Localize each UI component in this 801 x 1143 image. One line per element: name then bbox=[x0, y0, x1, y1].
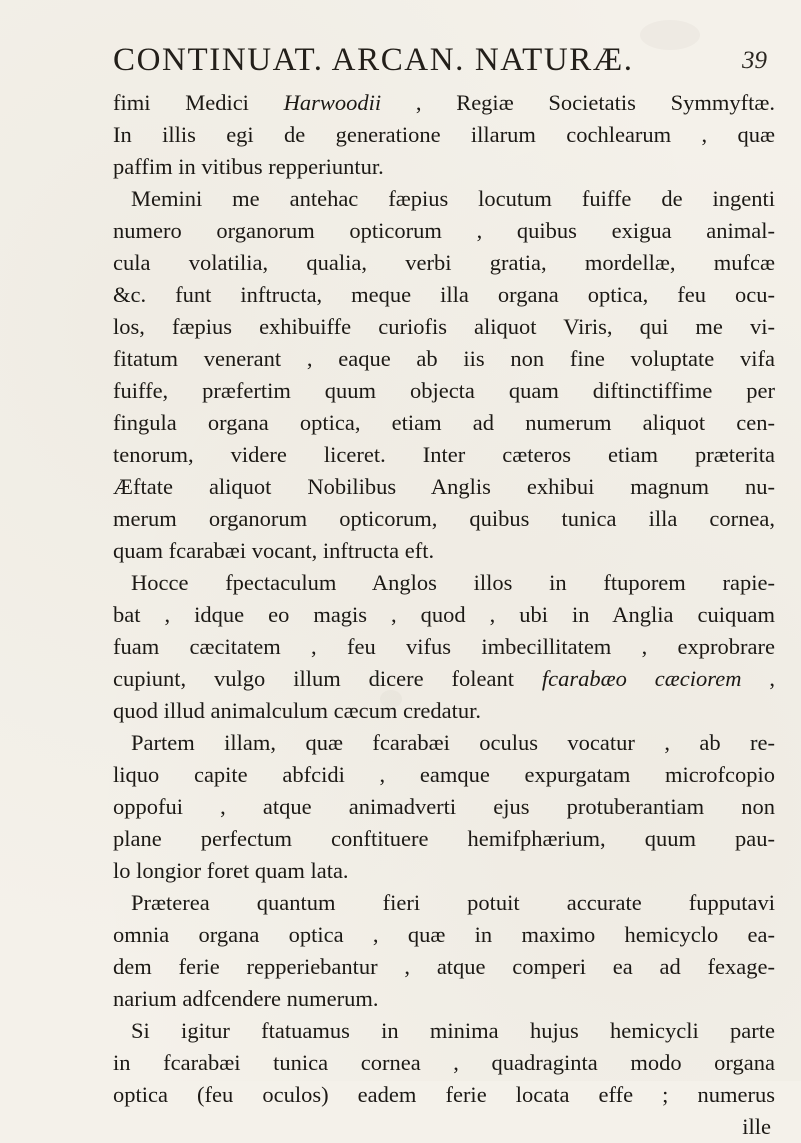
text-line: fitatum venerant , eaque ab iis non fine voluptate vifa bbox=[113, 346, 775, 371]
running-head-title: CONTINUAT. ARCAN. NATURÆ. bbox=[113, 42, 634, 78]
text-line: Memini me antehac fæpius locutum fuiffe de ingenti bbox=[131, 186, 775, 211]
text-span: , Regiæ Societatis Symmyftæ. bbox=[381, 90, 775, 115]
italic-name: Harwoodii bbox=[283, 90, 382, 115]
running-head bbox=[0, 40, 801, 80]
text-line: In illis egi de generatione illarum cochlearum , quæ bbox=[113, 122, 775, 147]
text-line: quod illud animalculum cæcum credatur. bbox=[113, 698, 482, 723]
text-line: omnia organa optica , quæ in maximo hemicyclo ea- bbox=[113, 922, 775, 947]
text-line: dem ferie repperiebantur , atque comperi ea ad fexage- bbox=[113, 954, 775, 979]
text-span: fimi Medici bbox=[113, 90, 284, 115]
italic-phrase: fcarabæo cæciorem bbox=[541, 666, 742, 691]
text-line: Si igitur ftatuamus in minima hujus hemicycli parte bbox=[131, 1018, 775, 1043]
text-line: los, fæpius exhibuiffe curiofis aliquot Viris, qui me vi- bbox=[113, 314, 775, 339]
text-span: cupiunt, vulgo illum dicere foleant bbox=[113, 666, 542, 691]
text-line: Hocce fpectaculum Anglos illos in ftuporem rapie- bbox=[131, 570, 775, 595]
paragraph-5 bbox=[113, 887, 775, 1015]
paragraph-4 bbox=[113, 727, 775, 887]
catchword: ille bbox=[742, 1114, 771, 1139]
body-text bbox=[113, 87, 775, 1143]
text-line: fingula organa optica, etiam ad numerum aliquot cen- bbox=[113, 410, 775, 435]
text-line: in fcarabæi tunica cornea , quadraginta modo organa bbox=[113, 1050, 775, 1075]
text-line: quam fcarabæi vocant, inftructa eft. bbox=[113, 538, 435, 563]
text-line: &c. funt inftructa, meque illa organa optica, feu ocu- bbox=[113, 282, 775, 307]
text-line: narium adfcendere numerum. bbox=[113, 986, 379, 1011]
text-line: liquo capite abfcidi , eamque expurgatam microfcopio bbox=[113, 762, 775, 787]
paragraph-6 bbox=[113, 1015, 775, 1111]
text-line: oppofui , atque animadverti ejus protuberantiam non bbox=[113, 794, 775, 819]
text-span: , bbox=[741, 666, 775, 691]
text-line bbox=[113, 663, 775, 695]
text-line: tenorum, videre liceret. Inter cæteros etiam præterita bbox=[113, 442, 775, 467]
paragraph-2 bbox=[113, 183, 775, 567]
page-number: 39 bbox=[742, 47, 767, 74]
text-line: Æftate aliquot Nobilibus Anglis exhibui magnum nu- bbox=[113, 474, 775, 499]
text-line: numero organorum opticorum , quibus exigua animal- bbox=[113, 218, 775, 243]
text-line: plane perfectum conftituere hemifphærium, quum pau- bbox=[113, 826, 775, 851]
text-line: Partem illam, quæ fcarabæi oculus vocatur , ab re- bbox=[131, 730, 775, 755]
text-line bbox=[113, 87, 775, 119]
paragraph-3 bbox=[113, 567, 775, 727]
paragraph-1 bbox=[113, 87, 775, 183]
text-line: cula volatilia, qualia, verbi gratia, mordellæ, mufcæ bbox=[113, 250, 775, 275]
text-line: Præterea quantum fieri potuit accurate fupputavi bbox=[131, 890, 775, 915]
text-line: optica (feu oculos) eadem ferie locata effe ; numerus bbox=[113, 1082, 775, 1107]
text-line: lo longior foret quam lata. bbox=[113, 858, 349, 883]
text-line: paffim in vitibus repperiuntur. bbox=[113, 154, 384, 179]
text-line: fuiffe, præfertim quum objecta quam diftinctiffime per bbox=[113, 378, 775, 403]
text-line: fuam cæcitatem , feu vifus imbecillitatem , exprobrare bbox=[113, 634, 775, 659]
text-line: bat , idque eo magis , quod , ubi in Anglia cuiquam bbox=[113, 602, 775, 627]
text-line: merum organorum opticorum, quibus tunica illa cornea, bbox=[113, 506, 775, 531]
